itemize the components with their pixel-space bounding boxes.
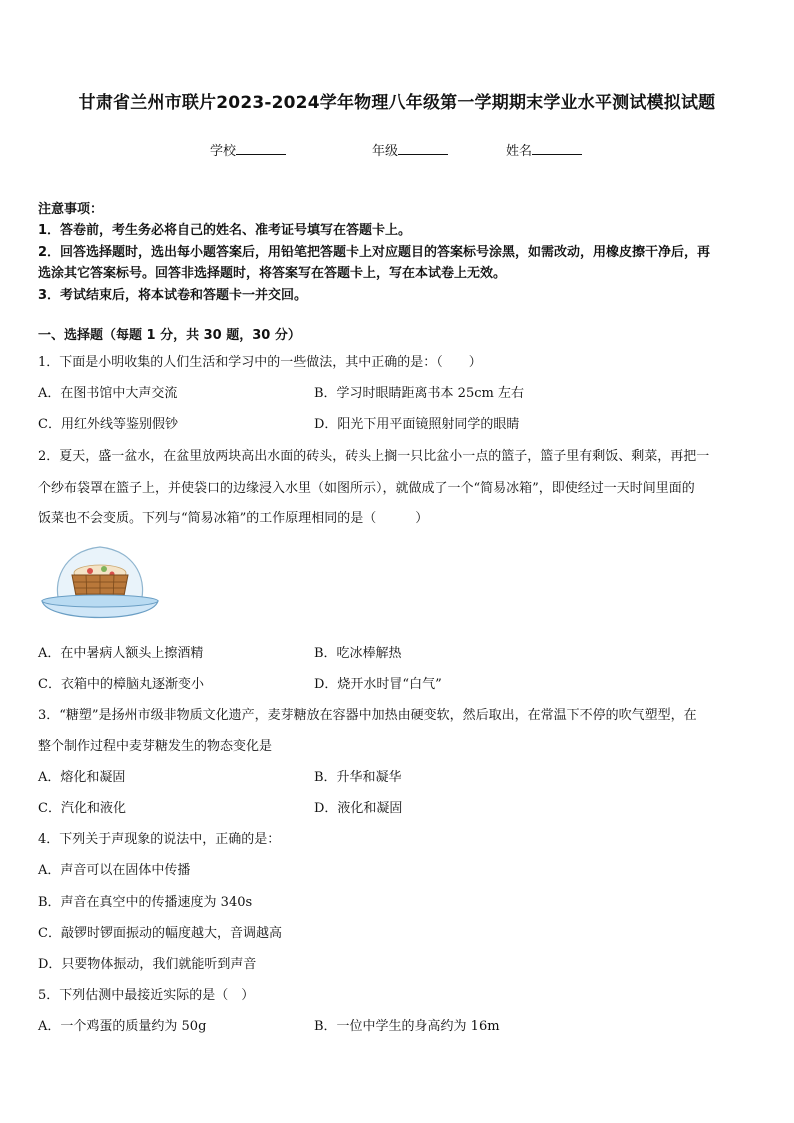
q4-option-a: A．声音可以在固体中传播: [38, 863, 191, 878]
name-field: [506, 140, 582, 159]
grade-blank: [398, 142, 448, 155]
q1-option-a: A．在图书馆中大声交流: [38, 386, 178, 401]
q3-option-a: A．熔化和凝固: [38, 770, 126, 785]
notice-heading: 注意事项：: [38, 202, 104, 217]
notice-item-2b: 选涂其它答案标号。回答非选择题时，将答案写在答题卡上，写在本试卷上无效。: [38, 266, 507, 281]
q1-stem: 1．下面是小明收集的人们生活和学习中的一些做法，其中正确的是：（ ）: [38, 355, 482, 370]
name-blank: [532, 142, 582, 155]
q2-stem-line-3: 饭菜也不会变质。下列与“简易冰箱”的工作原理相同的是（ ）: [38, 511, 429, 526]
q3-option-c: C．汽化和液化: [38, 801, 126, 816]
q1-option-b: B．学习时眼睛距离书本 25cm 左右: [314, 386, 524, 401]
section-heading: 一、选择题（每题 1 分，共 30 题，30 分）: [38, 328, 301, 343]
exam-title: 甘肃省兰州市联片2023-2024学年物理八年级第一学期期末学业水平测试模拟试题: [78, 93, 716, 113]
notice-item-3: 3．考试结束后，将本试卷和答题卡一并交回。: [38, 288, 308, 303]
notice-item-1: 1．答卷前，考生务必将自己的姓名、准考证号填写在答题卡上。: [38, 223, 412, 238]
q5-stem: 5．下列估测中最接近实际的是（ ）: [38, 988, 255, 1003]
q2-option-a: A．在中暑病人额头上擦酒精: [38, 646, 204, 661]
q2-option-b: B．吃冰棒解热: [314, 646, 402, 661]
q4-option-b: B．声音在真空中的传播速度为 340s: [38, 895, 253, 910]
q1-option-d: D．阳光下用平面镜照射同学的眼睛: [314, 417, 520, 432]
school-field: [210, 140, 286, 159]
school-blank: [236, 142, 286, 155]
simple-fridge-figure: [38, 543, 162, 627]
q2-option-c: C．衣箱中的樟脑丸逐渐变小: [38, 677, 204, 692]
q3-stem-line-1: 3．“糖塑”是扬州市级非物质文化遗产，麦芽糖放在容器中加热由硬变软，然后取出，在常温下不停的吹气塑型，在: [38, 708, 697, 723]
grade-label: 年级: [372, 144, 399, 159]
q3-stem-line-2: 整个制作过程中麦芽糖发生的物态变化是: [38, 739, 273, 754]
q1-option-c: C．用红外线等鉴别假钞: [38, 417, 178, 432]
school-label: 学校: [210, 144, 237, 159]
q2-option-d: D．烧开水时冒“白气”: [314, 677, 442, 692]
notice-item-2a: 2．回答选择题时，选出每小题答案后，用铅笔把答题卡上对应题目的答案标号涂黑，如需改动，用橡皮擦干净后，再: [38, 245, 711, 260]
q3-option-d: D．液化和凝固: [314, 801, 403, 816]
q3-option-b: B．升华和凝华: [314, 770, 402, 785]
grade-field: [372, 140, 448, 159]
q4-option-d: D．只要物体振动，我们就能听到声音: [38, 957, 257, 972]
name-label: 姓名: [506, 144, 533, 159]
q5-option-b: B．一位中学生的身高约为 16m: [314, 1019, 500, 1034]
q4-stem: 4．下列关于声现象的说法中，正确的是：: [38, 832, 281, 847]
q4-option-c: C．敲锣时锣面振动的幅度越大，音调越高: [38, 926, 282, 941]
q2-stem-line-1: 2．夏天，盛一盆水，在盆里放两块高出水面的砖头，砖头上搁一只比盆小一点的篮子，篮子里有剩饭、剩菜，再把一: [38, 449, 710, 464]
q5-option-a: A．一个鸡蛋的质量约为 50g: [38, 1019, 207, 1034]
q2-stem-line-2: 个纱布袋罩在篮子上，并使袋口的边缘浸入水里（如图所示），就做成了一个“简易冰箱”，即使经过一天时间里面的: [38, 481, 695, 496]
